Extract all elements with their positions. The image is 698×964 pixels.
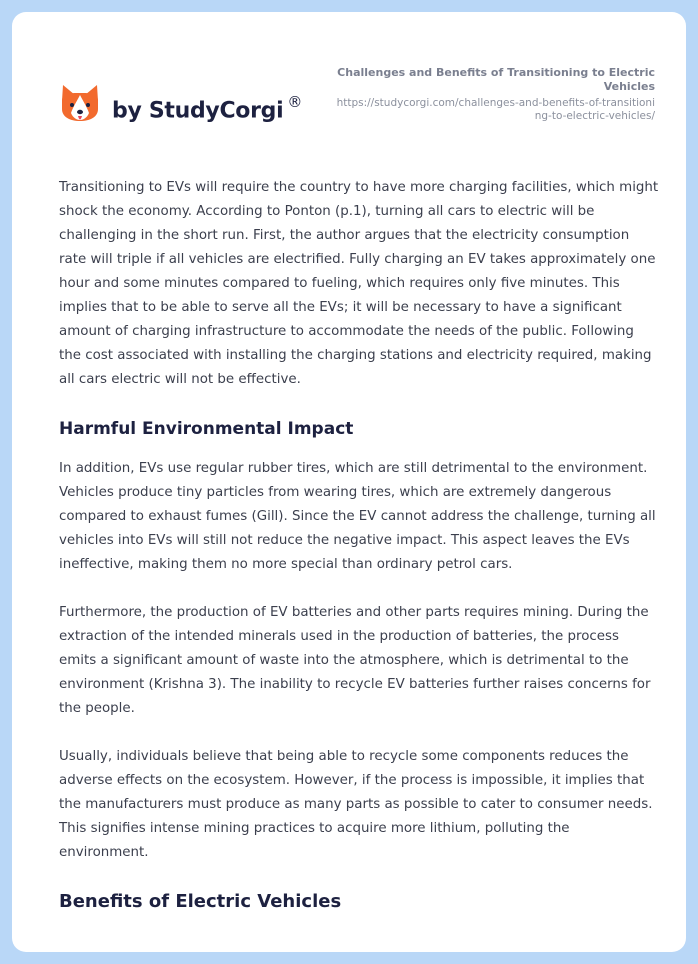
paragraph-charging: Transitioning to EVs will require the country to have more charging facilities, which might shock the economy. According to Ponton (p.1), turning all cars to electric will be challenging in the short run. First, the author argues that the electricity consumption rate will triple if all vehicles are electrified. Fully charging an EV takes approximately one hour and some minutes compared to fueling, which requires only five minutes. This implies that to be able to serve all the EVs; it will be necessary to have a significant amount of charging infrastructure to accommodate the needs of the public. Following the cost associated with installing the charging stations and electricity required, making all cars electric will not be effective. bbox=[59, 180, 659, 387]
corgi-icon bbox=[60, 83, 100, 129]
heading-environmental-impact: Harmful Environmental Impact bbox=[59, 419, 354, 439]
paragraph-recycling: Usually, individuals believe that being able to recycle some components reduces the adverse effects on the ecosystem. However, if the process is impossible, it implies that the manufacturers must produce as many parts as possible to cater to consumer needs. This signifies intense mining practices to acquire more lithium, polluting the environment. bbox=[59, 749, 653, 860]
document-meta bbox=[335, 66, 655, 123]
document-title: Challenges and Benefits of Transitioning to Electric Vehicles bbox=[337, 66, 655, 93]
registered-mark: ® bbox=[287, 92, 303, 111]
paragraph-mining: Furthermore, the production of EV batteries and other parts requires mining. During the extraction of the intended minerals used in the production of batteries, the process emits a significant amount of waste into the atmosphere, which is detrimental to the environment (Krishna 3). The inability to recycle EV batteries further raises concerns for the people. bbox=[59, 605, 651, 716]
article-body bbox=[59, 176, 659, 930]
heading-benefits: Benefits of Electric Vehicles bbox=[59, 891, 342, 912]
brand-logo[interactable] bbox=[60, 76, 302, 136]
document-url[interactable]: https://studycorgi.com/challenges-and-benefits-of-transitioning-to-electric-vehicles/ bbox=[336, 97, 655, 122]
paragraph-tires: In addition, EVs use regular rubber tires, which are still detrimental to the environment. Vehicles produce tiny particles from wearing tires, which are extremely dangerous compared to exhaust fumes (Gill). Since the EV cannot address the challenge, turning all vehicles into EVs will still not reduce the negative impact. This aspect leaves the EVs ineffective, making them no more special than ordinary petrol cars. bbox=[59, 461, 656, 572]
brand-name: by StudyCorgi ® bbox=[112, 92, 303, 124]
page-card bbox=[12, 12, 686, 952]
